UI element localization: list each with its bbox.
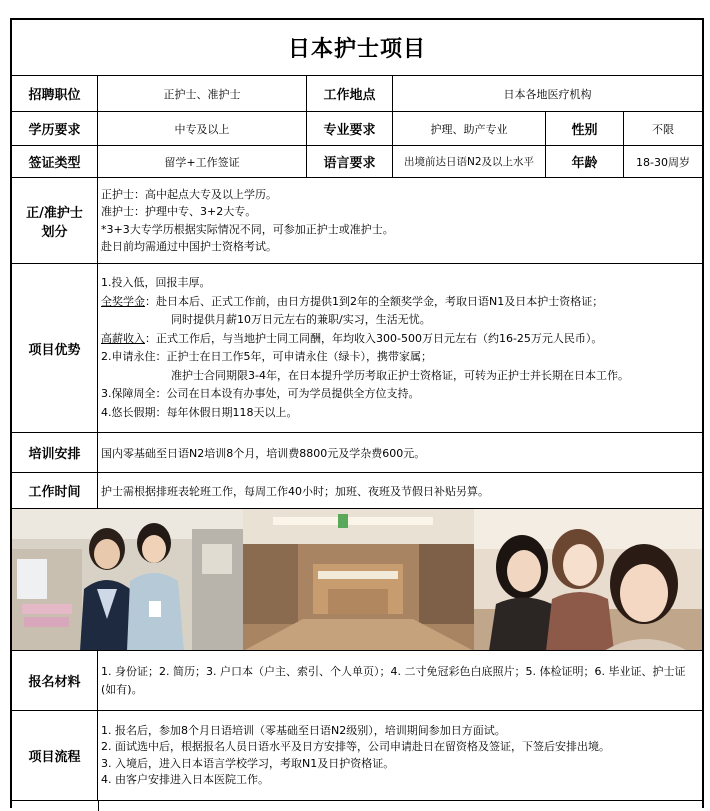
materials-row xyxy=(12,651,702,711)
education-label: 学历要求 xyxy=(12,112,98,145)
photo-strip xyxy=(12,509,702,651)
education-value: 中专及以上 xyxy=(98,112,307,145)
salary-text: ：正式工作后，与当地护士同工同酬，年均收入300-500万日元左右（约16-25万元人民币）。 xyxy=(145,331,603,345)
advantage-line: 同时提供月薪10万日元左右的兼职/实习，生活无忧。 xyxy=(171,313,431,326)
position-row xyxy=(12,76,702,112)
nurses-photo xyxy=(12,509,243,650)
title-row xyxy=(12,20,702,76)
worktime-row xyxy=(12,473,702,509)
process-step: 4. 由客户安排进入日本医院工作。 xyxy=(101,773,269,786)
visa-label: 签证类型 xyxy=(12,146,98,177)
hospital-lobby-photo xyxy=(243,509,474,650)
training-value: 国内零基础至日语N2培训8个月，培训费8800元及学杂费600元。 xyxy=(101,446,426,460)
worktime-value: 护士需根据排班表轮班工作，每周工作40小时；加班、夜班及节假日补贴另算。 xyxy=(101,484,489,498)
major-value: 护理、助产专业 xyxy=(393,112,546,145)
advantage-line xyxy=(101,330,629,349)
bottom-divider xyxy=(98,801,99,811)
division-label xyxy=(12,178,98,263)
division-content xyxy=(98,178,702,263)
location-label: 工作地点 xyxy=(307,76,393,111)
process-step: 3. 入境后，进入日本语言学校学习，考取N1及日护资格证。 xyxy=(101,756,395,770)
visa-row xyxy=(12,146,702,178)
scholarship-text: ：赴日本后、正式工作前，由日方提供1到2年的全额奖学金，考取日语N1及日本护士资格证； xyxy=(145,294,604,308)
advantage-line xyxy=(101,293,629,312)
language-label: 语言要求 xyxy=(307,146,393,177)
process-step: 1. 报名后，参加8个月日语培训（零基础至日语N2级别），培训期间参加日方面试。 xyxy=(101,723,506,737)
division-row xyxy=(12,178,702,264)
materials-content xyxy=(98,651,702,710)
age-label: 年龄 xyxy=(546,146,624,177)
division-line: 准护士：护理中专、3+2大专。 xyxy=(101,205,257,218)
salary-term: 高薪收入 xyxy=(101,331,145,345)
advantages-row xyxy=(12,264,702,433)
process-label: 项目流程 xyxy=(12,711,98,800)
advantage-line: 4.悠长假期：每年休假日期118天以上。 xyxy=(101,405,298,419)
page-title: 日本护士项目 xyxy=(287,37,426,62)
advantage-line: 1.投入低，回报丰厚。 xyxy=(101,276,211,289)
training-row xyxy=(12,433,702,473)
worktime-label: 工作时间 xyxy=(12,473,98,508)
materials-value: 1. 身份证；2. 简历；3. 户口本（户主、索引、个人单页）；4. 二寸免冠彩色白底照片；5. 体检证明；6. 毕业证、护士证(如有)。 xyxy=(101,665,686,696)
age-value: 18-30周岁 xyxy=(636,155,690,169)
position-value: 正护士、准护士 xyxy=(98,76,307,111)
nurse-project-sheet xyxy=(10,18,704,808)
division-label-line2: 划分 xyxy=(41,224,68,240)
division-label-line1: 正/准护士 xyxy=(26,205,83,221)
education-row xyxy=(12,112,702,146)
division-line: 正护士：高中起点大专及以上学历。 xyxy=(101,187,277,201)
location-value: 日本各地医疗机构 xyxy=(503,87,592,101)
advantage-line: 准护士合同期限3-4年，在日本提升学历考取正护士资格证，可转为正护士并长期在日本工作。 xyxy=(171,368,629,382)
advantages-content xyxy=(98,264,702,432)
major-label: 专业要求 xyxy=(307,112,393,145)
language-value: 出境前达日语N2及以上水平 xyxy=(393,146,546,177)
materials-label: 报名材料 xyxy=(12,651,98,710)
training-label: 培训安排 xyxy=(12,433,98,472)
division-line: 赴日前均需通过中国护士资格考试。 xyxy=(101,240,277,253)
scholarship-term: 全奖学金 xyxy=(101,294,145,308)
gender-value: 不限 xyxy=(652,122,674,136)
visa-value: 留学+工作签证 xyxy=(98,146,307,177)
advantages-label: 项目优势 xyxy=(12,264,98,432)
division-line: *3+3大专学历根据实际情况不同，可参加正护士或准护士。 xyxy=(101,222,394,236)
process-content xyxy=(98,711,702,800)
position-label: 招聘职位 xyxy=(12,76,98,111)
advantage-line: 2.申请永住：正护士在日工作5年，可申请永住（绿卡），携带家属； xyxy=(101,350,432,363)
process-row xyxy=(12,711,702,801)
selfie-photo xyxy=(474,509,702,650)
gender-label: 性别 xyxy=(546,112,624,145)
process-step: 2. 面试选中后，根据报名人员日语水平及日方安排等，公司申请赴日在留资格及签证，下签后安排出境。 xyxy=(101,740,610,753)
advantage-line: 3.保障周全：公司在日本设有办事处，可为学员提供全方位支持。 xyxy=(101,387,420,400)
